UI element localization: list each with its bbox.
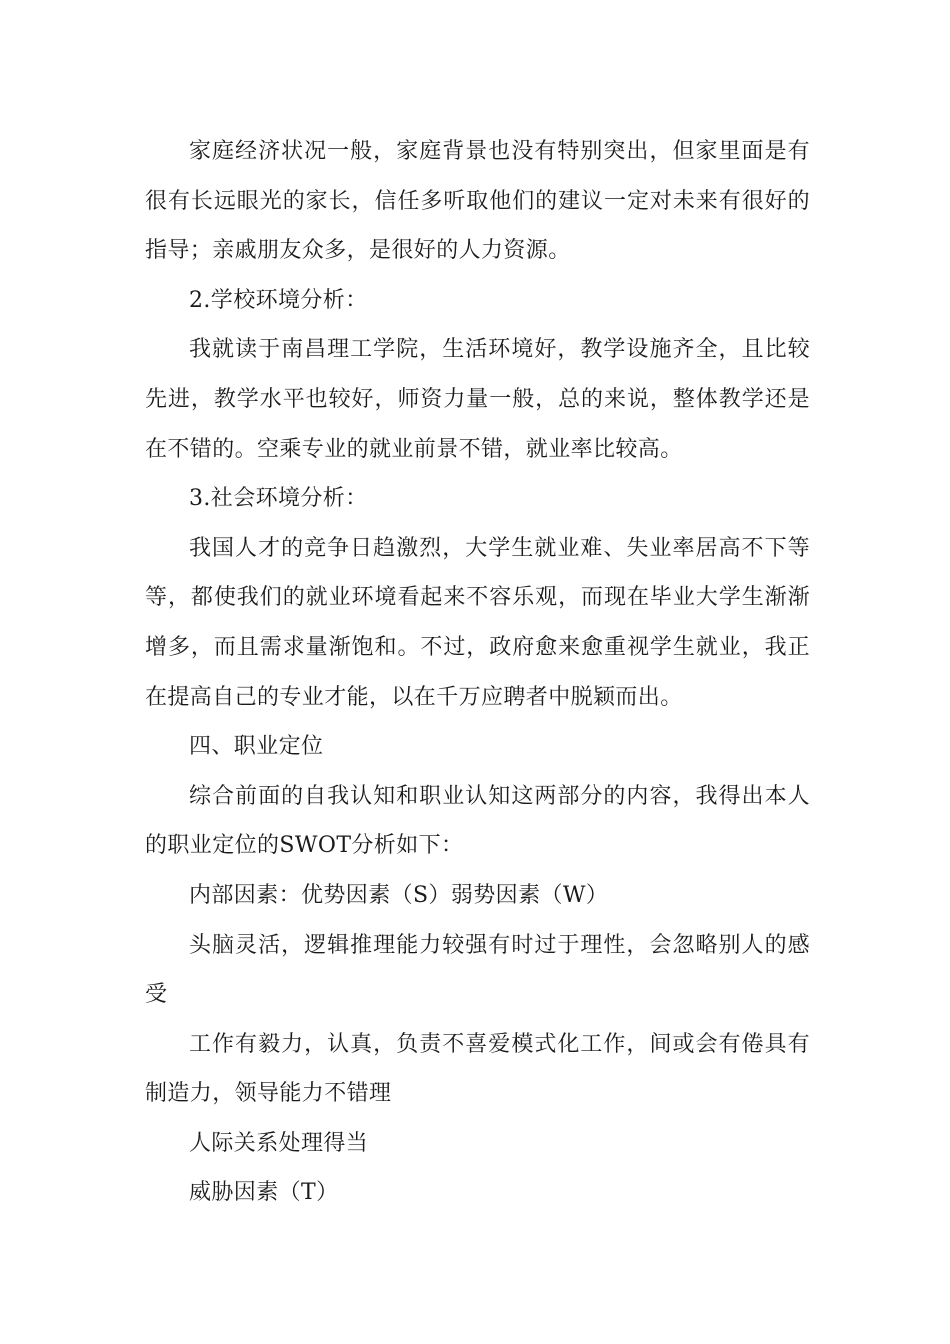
paragraph-swot-intro: 综合前面的自我认知和职业认知这两部分的内容，我得出本人的职业定位的SWOT分析如下： <box>145 783 810 859</box>
paragraph-social-environment: 我国人才的竞争日趋激烈，大学生就业难、失业率居高不下等等，都使我们的就业环境看起来不容乐观，而现在毕业大学生渐渐增多，而且需求量渐饱和。不过，政府愈来愈重视学生就业，我正在提高自己的专业才能，以在千万应聘者中脱颖而出。 <box>145 535 810 710</box>
paragraph-swot-row-3: 人际关系处理得当 <box>189 1130 369 1156</box>
document-body <box>145 127 810 1218</box>
paragraph-school-environment: 我就读于南昌理工学院，生活环境好，教学设施齐全，且比较先进，教学水平也较好，师资力量一般，总的来说，整体教学还是在不错的。空乘专业的就业前景不错，就业率比较高。 <box>145 337 810 462</box>
paragraph-family-background: 家庭经济状况一般，家庭背景也没有特别突出，但家里面是有很有长远眼光的家长，信任多听取他们的建议一定对未来有很好的指导；亲戚朋友众多，是很好的人力资源。 <box>145 139 810 264</box>
heading-career-positioning: 四、职业定位 <box>189 734 324 760</box>
paragraph-swot-row-2: 工作有毅力，认真，负责不喜爱模式化工作，间或会有倦具有制造力，领导能力不错理 <box>145 1031 810 1107</box>
paragraph-swot-row-1: 头脑灵活，逻辑推理能力较强有时过于理性，会忽略别人的感受 <box>145 932 810 1008</box>
heading-social-environment: 3.社会环境分析： <box>189 486 368 512</box>
paragraph-internal-factors: 内部因素：优势因素（S）弱势因素（W） <box>189 882 609 908</box>
paragraph-threat-factors: 威胁因素（T） <box>189 1180 339 1206</box>
heading-school-environment: 2.学校环境分析： <box>189 287 368 313</box>
